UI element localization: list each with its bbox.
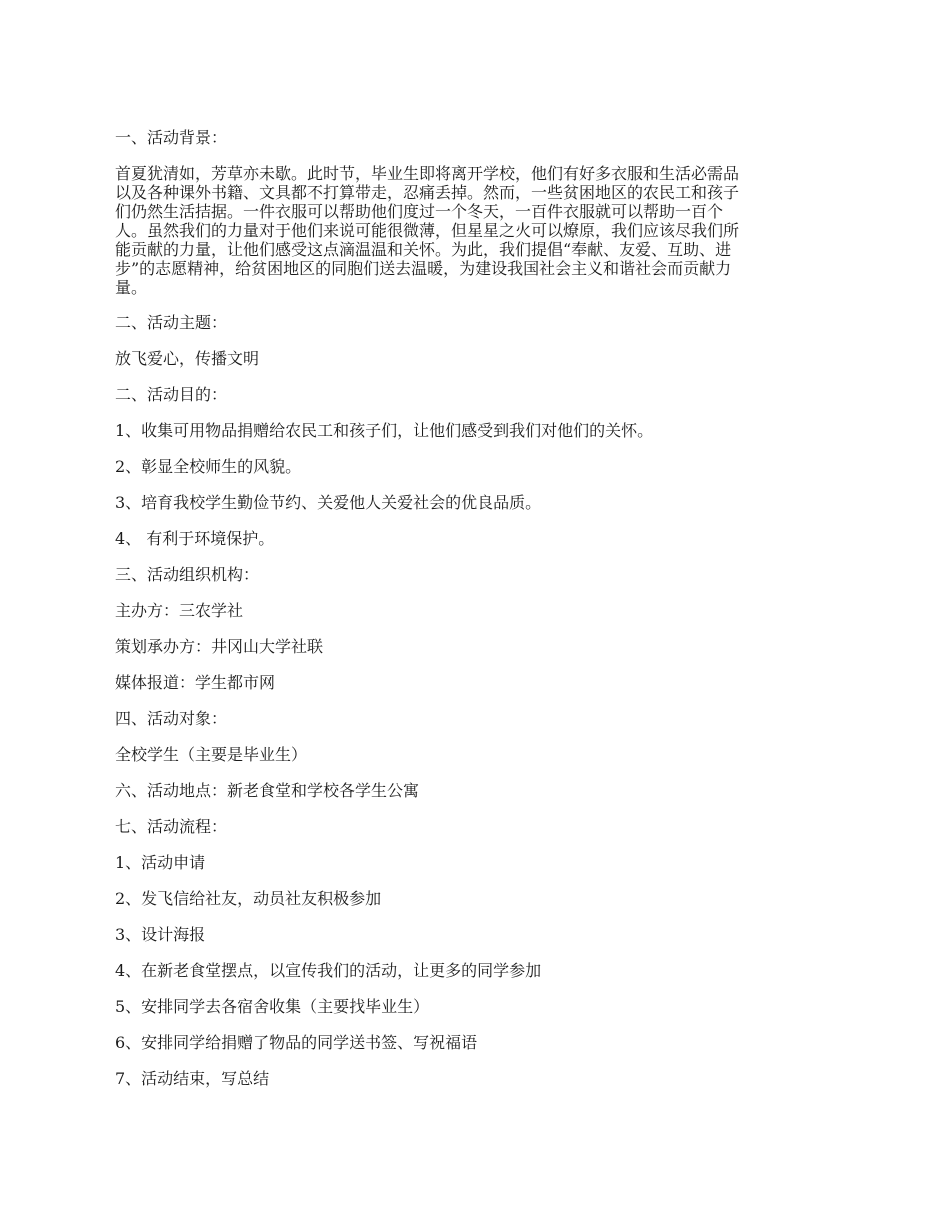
process-item: 3、设计海报 <box>115 925 206 944</box>
process-item: 5、安排同学去各宿舍收集（主要找毕业生） <box>115 997 430 1016</box>
heading-background: 一、活动背景： <box>115 128 228 147</box>
background-line: 能贡献的力量，让他们感受这点滴温温和关怀。为此，我们提倡“奉献、友爱、互助、进 <box>115 240 732 259</box>
heading-organization: 三、活动组织机构： <box>115 565 260 584</box>
process-item: 4、在新老食堂摆点，以宣传我们的活动，让更多的同学参加 <box>115 961 542 980</box>
location-line: 六、活动地点：新老食堂和学校各学生公寓 <box>115 781 420 800</box>
organizer-line: 主办方：三农学社 <box>115 601 244 620</box>
document-body <box>115 128 835 1105</box>
purpose-item: 3、培育我校学生勤俭节约、关爱他人关爱社会的优良品质。 <box>115 493 542 512</box>
media-line: 媒体报道：学生都市网 <box>115 673 276 692</box>
background-line: 人。虽然我们的力量对于他们来说可能很微薄，但星星之火可以燎原，我们应该尽我们所 <box>115 221 740 240</box>
background-paragraph <box>115 164 835 297</box>
heading-process: 七、活动流程： <box>115 817 228 836</box>
background-line: 步”的志愿精神，给贫困地区的同胞们送去温暖，为建设我国社会主义和谐社会而贡献力 <box>115 259 732 278</box>
background-line: 以及各种课外书籍、文具都不打算带走，忍痛丢掉。然而，一些贫困地区的农民工和孩子 <box>115 183 740 202</box>
process-item: 2、发飞信给社友，动员社友积极参加 <box>115 889 382 908</box>
co-organizer-line: 策划承办方：井冈山大学社联 <box>115 637 324 656</box>
heading-target: 四、活动对象： <box>115 709 228 728</box>
process-item: 1、活动申请 <box>115 853 206 872</box>
heading-theme: 二、活动主题： <box>115 313 228 332</box>
background-line: 们仍然生活拮据。一件衣服可以帮助他们度过一个冬天，一百件衣服就可以帮助一百个 <box>115 202 724 221</box>
theme-text: 放飞爱心，传播文明 <box>115 349 260 368</box>
heading-purpose: 二、活动目的： <box>115 385 228 404</box>
process-item: 7、活动结束，写总结 <box>115 1069 270 1088</box>
purpose-item: 4、 有利于环境保护。 <box>115 529 275 548</box>
purpose-item: 2、彰显全校师生的风貌。 <box>115 457 302 476</box>
background-line: 首夏犹清如，芳草亦未歇。此时节，毕业生即将离开学校，他们有好多衣服和生活必需品 <box>115 164 740 183</box>
purpose-item: 1、收集可用物品捐赠给农民工和孩子们，让他们感受到我们对他们的关怀。 <box>115 421 654 440</box>
background-line: 量。 <box>115 278 148 297</box>
process-item: 6、安排同学给捐赠了物品的同学送书签、写祝福语 <box>115 1033 478 1052</box>
target-text: 全校学生（主要是毕业生） <box>115 745 308 764</box>
